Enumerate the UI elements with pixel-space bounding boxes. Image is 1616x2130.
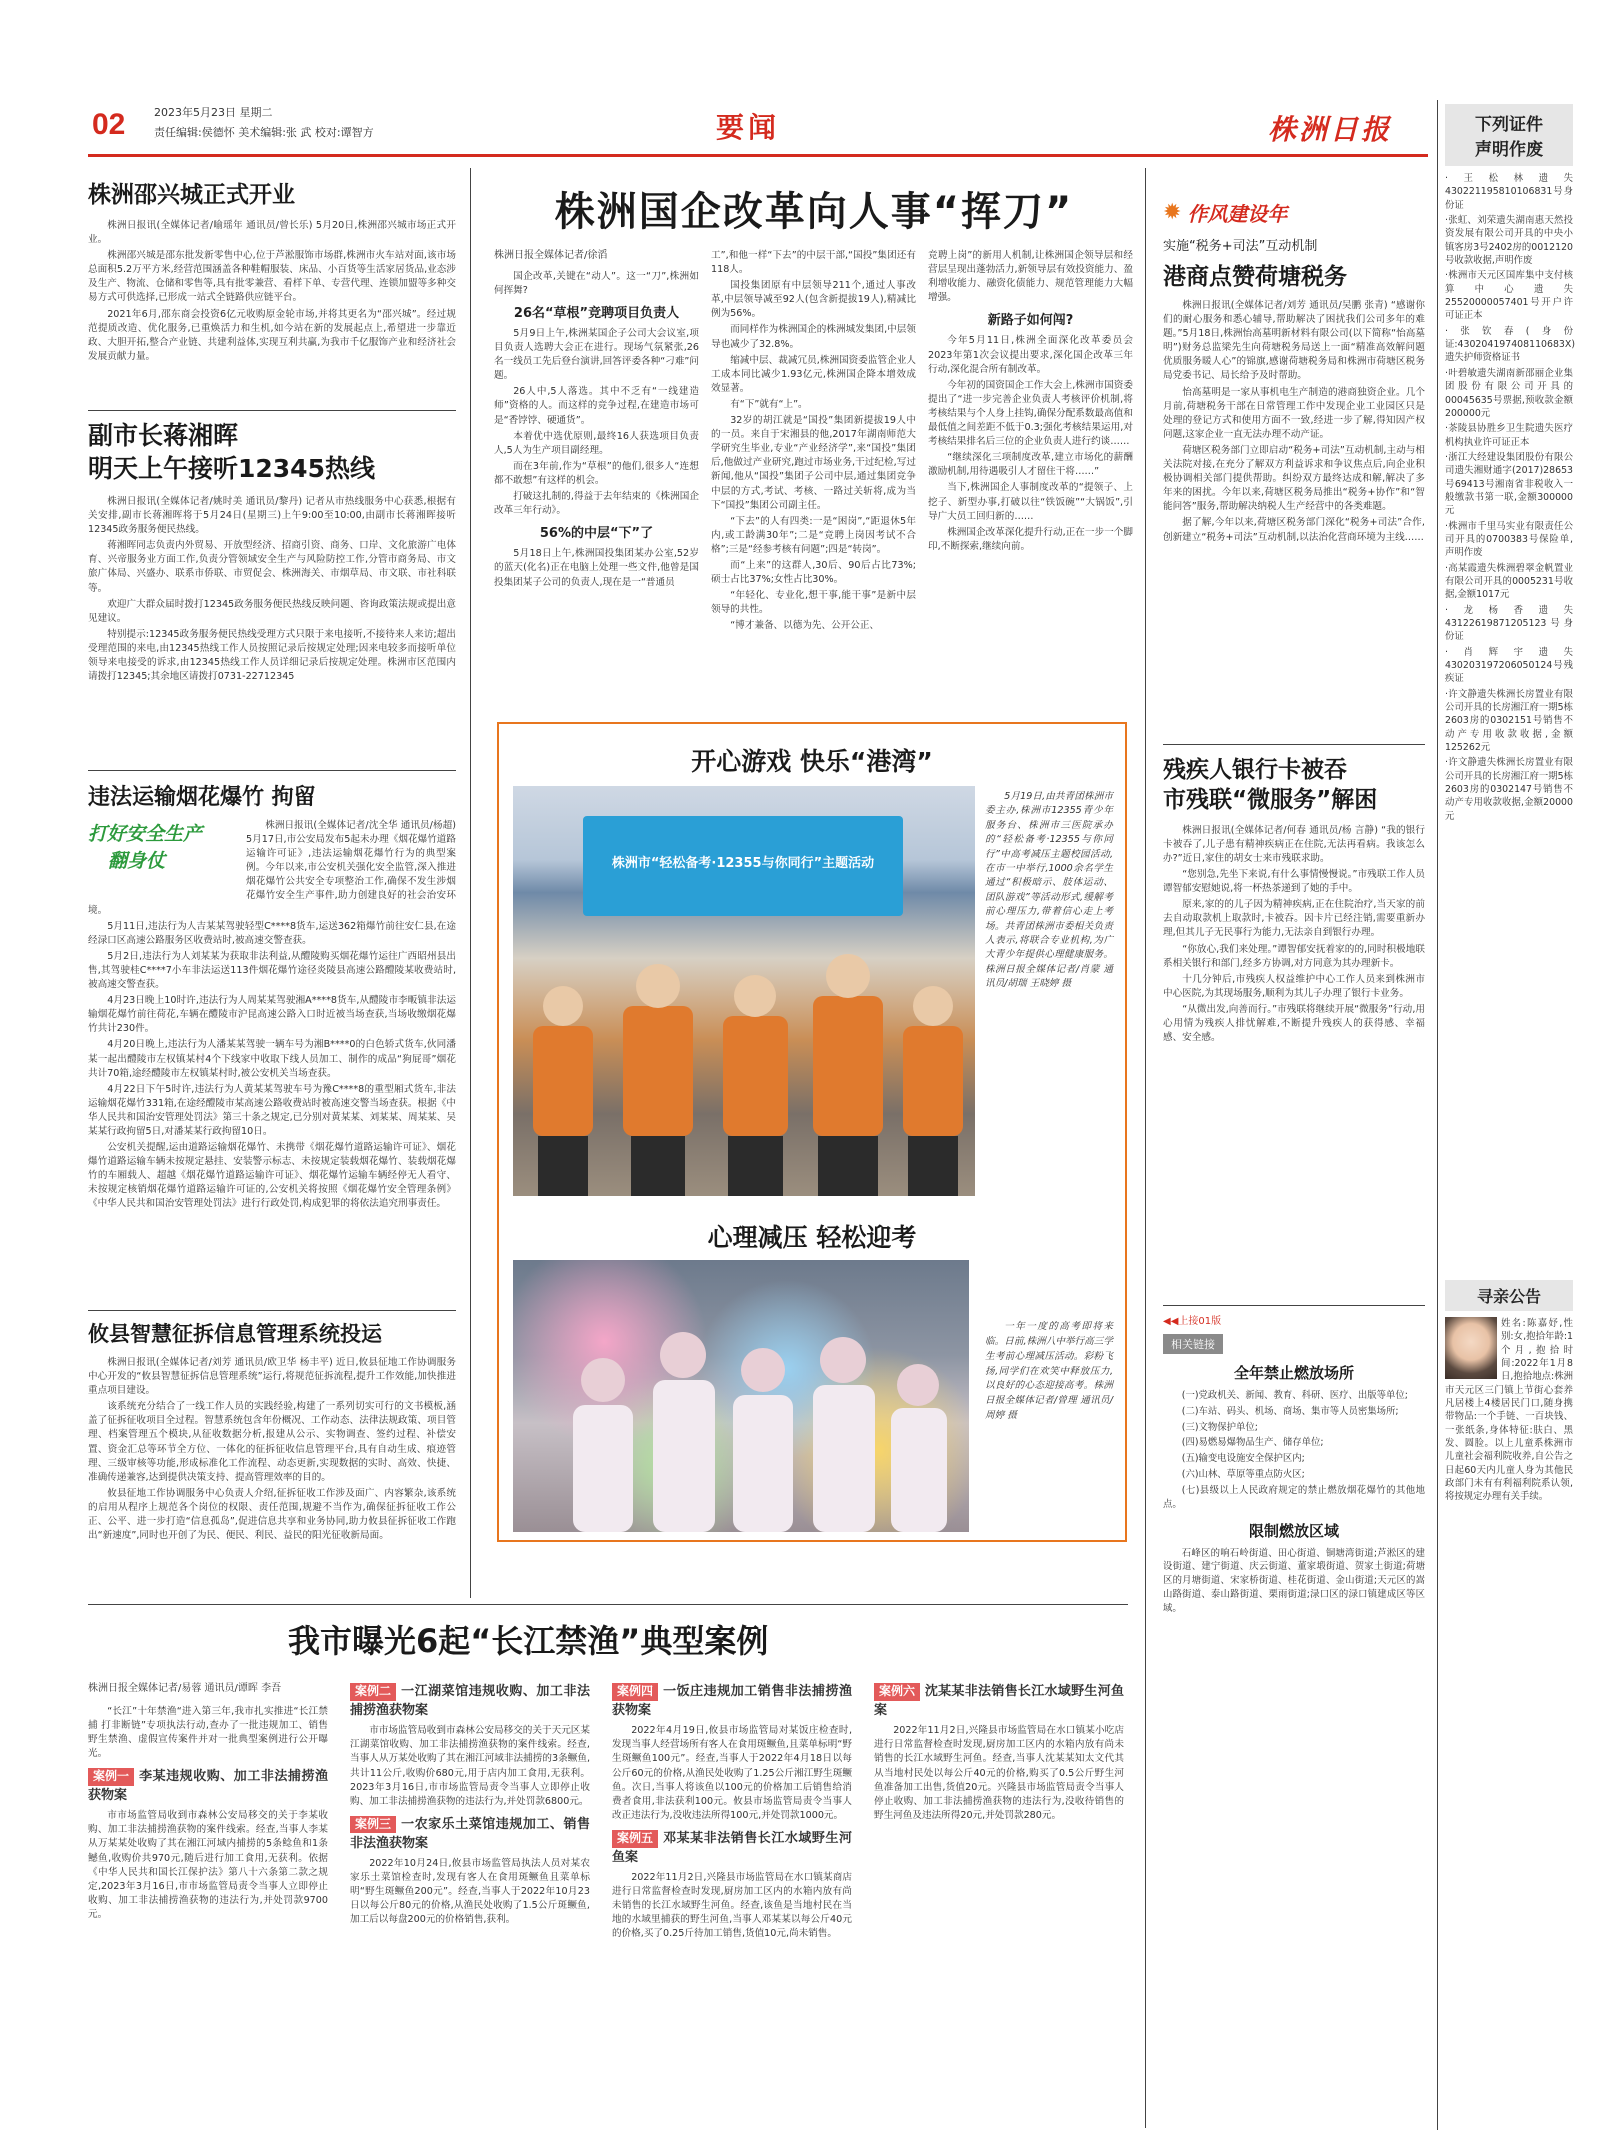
paragraph: 公安机关提醒,运由道路运输烟花爆竹、未携带《烟花爆竹道路运输许可证》、烟花爆竹道路运输车辆未按规定悬挂、安装警示标志、未按规定装载烟花爆竹、装载烟花爆竹的车厢载人、超越《烟花爆竹道路运输许可证》、烟花爆竹运输车辆经停无人看守、未按规定核销烟花爆竹道路运输许可证的,公安机关将按照《烟花爆竹安全管理条例》《中华人民共和国治安管理处罚法》进行行政处罚,构成犯罪的将依法追究刑事责任。 <box>88 1142 456 1210</box>
list-item: ·高某霞遗失株洲碧翠金帆置业有限公司开具的0005231号收据,金额1017元 <box>1445 562 1573 601</box>
list-item: ·许文静遗失株洲长房置业有限公司开具的长房湘江府一期5栋2603房的0302147号销售不动产专用收款收据,金额20000元 <box>1445 757 1573 822</box>
paragraph: 4月22日下午5时许,违法行为人黄某某驾驶车号为豫C****8的重型厢式货车,非法运输烟花爆竹331箱,在途经醴陵市某高速公路收费站时被高速交警当场查获。根据《中华人民共和国治安管理处罚法》第三十条之规定,已分别对黄某某、刘某某、周某某、吴某某行政拘留5日,对潘某某行政拘留10日。 <box>88 1083 456 1137</box>
headline: 我市曝光6起“长江禁渔”典型案例 <box>288 1622 769 1660</box>
paragraph: 株洲日报讯(全媒体记者/喻瑶年 通讯员/曾长乐) 5月20日,株洲邵兴城市场正式开业。 <box>88 220 456 246</box>
text-column <box>88 1682 328 1924</box>
paragraph: 26人中,5人落选。其中不乏有“一线建造师”资格的人。而这样的竞争过程,在建造市场可是“香饽饽、硬通货”。 <box>494 386 699 426</box>
paragraph: “年轻化、专业化,想干事,能干事”是新中层领导的共性。 <box>711 590 916 616</box>
students-silhouettes <box>513 936 975 1196</box>
paragraph: 32岁的胡江就是“国投”集团新提拔19人中的一员。来自于宋湘县的他,2017年湖南师范大学研究生毕业,专业“产业经济学”,来“国投”集团后,他做过产业研究,跑过市场业务,干过纪检,写过新闻,他从“国投”集团子公司中层,通过集团竞争中层的方式,考试、考核、一路过关斩将,成为当下“国投”集团公司副主任。 <box>711 415 916 511</box>
notice-header <box>1445 104 1573 166</box>
paragraph: 5月18日上午,株洲国投集团某办公室,52岁的蓝天(化名)正在电脑上处理一些文件,他曾是国投集团某子公司的负责人,现在是一“普通员 <box>494 548 699 588</box>
list-item: ·张虹、刘荣遗失湖南惠天然投资发展有限公司开具的中央小镇客房3号2402房的0012120号收款收据,声明作废 <box>1445 215 1573 267</box>
headline: 株洲邵兴城正式开业 <box>88 182 295 208</box>
paragraph: 株洲日报讯(全媒体记者/沈全华 通讯员/杨超) 5月17日,市公安局发布5起未办理《烟花爆竹道路运输许可证》,违法运输烟花爆竹行为的典型案例。今年以来,市公安机关强化安全监管,深入推进烟花爆竹公共安全专项整治工作,确保不发生涉烟花爆竹安全生产事件,助力创建良好的社会治安环境。 <box>88 820 456 916</box>
paragraph: “长江”十年禁渔“进入第三年,我市扎实推进“长江禁捕 打非断链”专项执法行动,查办了一批违规加工、销售野生禁渔、虚假宣传案件并对一批典型案例进行公开曝光。 <box>88 1705 328 1759</box>
photo-feature <box>497 722 1127 1542</box>
paragraph: 而在3年前,作为“草根”的他们,很多人“连想都不敢想”有这样的机会。 <box>494 460 699 486</box>
paragraph: 竞聘上岗”的新用人机制,让株洲国企领导层和经营层呈现出蓬勃活力,新领导层有效投资能力、盈利增收能力、融资化债能力、规范管理能力大幅增强。 <box>928 250 1133 304</box>
paragraph: 5月9日上午,株洲某国企子公司大会议室,项目负责人选聘大会正在进行。现场气氛紧张,26名一线员工先后登台演讲,回答评委各种“刁难”问题。 <box>494 327 699 382</box>
case-label: 案例二 <box>350 1683 396 1701</box>
campaign-banner <box>1163 198 1425 227</box>
byline: 株洲日报全媒体记者/徐滔 <box>494 250 608 261</box>
paragraph: 石峰区的响石岭街道、田心街道、铜塘湾街道;芦淞区的建设街道、建宁街道、庆云街道、董家塅街道、贺家土街道;荷塘区的月塘街道、宋家桥街道、桂花街道、金山街道;天元区的嵩山路街道、泰山路街道、栗雨街道;渌口区的渌口镇建成区等区域。 <box>1163 1547 1425 1614</box>
paragraph: 5月11日,违法行为人吉某某驾驶轻型C****8货车,运送362箱爆竹前往安仁县,在途经渌口区高速公路服务区收费站时,被高速交警查获。 <box>88 920 456 946</box>
masthead-rule <box>88 154 1428 157</box>
divider <box>88 770 456 771</box>
paragraph: “下去”的人有四类:一是“困岗”,“距退休5年内,或工龄满30年”;二是“竞聘上岗因考试不合格”;三是“经参考核有问题”;四是“转岗”。 <box>711 515 916 555</box>
case-title: 一农家乐土菜馆违规加工、销售非法渔获物案 <box>350 1816 590 1851</box>
article-body <box>88 1356 456 1543</box>
list-item: (七)县级以上人民政府规定的禁止燃放烟花爆竹的其他地点。 <box>1163 1484 1425 1510</box>
paragraph: 缩减中层、裁减冗员,株洲国资委监管企业人工成本同比减少1.93亿元,株洲国企降本增效成效显著。 <box>711 354 916 394</box>
article-soe-reform <box>494 180 1134 635</box>
notice-list <box>1445 172 1573 823</box>
paragraph: 株洲邵兴城是邵东批发新零售中心,位于芦淞服饰市场群,株洲市火车站对面,该市场总面积5.2万平方米,经营范围涵盖各种鞋帽服装、床品、小百货等生活家居货品,业态涉及生产、物流、仓储和零售等,具有批零兼营、看样下单、专营代理、连锁加盟等多种交易方式可供选择,已形成一站式全链路供应链平台。 <box>88 250 456 304</box>
case-title: 邓某某非法销售长江水域野生河鱼案 <box>612 1830 852 1865</box>
paragraph: 株洲日报讯(全媒体记者/何春 通讯员/杨 言静) “我的银行卡被吞了,儿子患有精神疾病正在住院,无法再看病。我该怎么办?”近日,家住的胡女士来市残联求助。 <box>1163 824 1425 864</box>
list-body <box>1163 1389 1425 1512</box>
paragraph: 株洲国企改革深化提升行动,正在一步一个脚印,不断探索,继续向前。 <box>928 526 1133 552</box>
case-label: 案例六 <box>874 1683 920 1701</box>
paragraph: “博才兼备、以德为先、公开公正、 <box>730 620 880 632</box>
column-rule <box>1437 100 1438 2130</box>
safety-logo <box>88 819 238 889</box>
star-icon: ✹ <box>1163 200 1182 225</box>
divider <box>88 1604 1128 1605</box>
text-column <box>928 249 1133 635</box>
paragraph: “你放心,我们来处理。”谭智郁安抚着家的的,同时积极地联系相关银行和部门,经多方协调,对方同意为其办理新卡。 <box>1163 943 1425 969</box>
byline: 株洲日报全媒体记者/易蓉 通讯员/谭晖 李吾 <box>88 1683 282 1694</box>
related-link-label: 相关链接 <box>1163 1334 1223 1354</box>
paragraph: 本着优中选优原则,最终16人获选项目负责人,5人为生产项目副经理。 <box>494 430 699 456</box>
headline: 株洲国企改革向人事“挥刀” <box>554 189 1074 235</box>
text-column <box>494 249 699 635</box>
subtitle: 实施“税务+司法”互动机制 <box>1163 239 1318 254</box>
divider <box>88 1310 456 1311</box>
article-hotline <box>88 420 456 686</box>
students-silhouettes <box>513 1260 969 1532</box>
paragraph: 国投集团原有中层领导211个,通过人事改革,中层领导减至92人(包含新提拔19人),精减比例为56%。 <box>711 280 916 320</box>
article-fishing-ban <box>88 1616 1128 2056</box>
paragraph: 今年5月11日,株洲全面深化改革委员会2023年第1次会议提出要求,深化国企改革三年行动,深化混合所有制改革。 <box>928 335 1133 375</box>
list-item: (六)山林、草原等重点防火区; <box>1181 1469 1305 1481</box>
paragraph: 蒋湘晖同志负责内外贸易、开放型经济、招商引资、商务、口岸、文化旅游广电体育、兴帝服务业方面工作,负责分管领域安全生产与风险防控工作,分管市商务局、市文旅广体局、兴盛办、联系市侨联、市贸促会、株洲海关、市烟草局、市文联、市社科联等。 <box>88 540 456 594</box>
paragraph: 4月23日晚上10时许,违法行为人周某某驾驶湘A****8货车,从醴陵市李畈镇非法运输烟花爆竹前往荷花,车辆在醴陵市沪昆高速公路入口时近被当场查获,当场收缴烟花爆竹共计230件。 <box>88 995 456 1035</box>
article-body <box>88 219 456 364</box>
date-line: 2023年5月23日 星期二 <box>154 106 273 119</box>
paragraph: “继续深化三项制度改革,建立市场化的薪酬激励机制,用待遇吸引人才留住干将……” <box>928 452 1133 478</box>
paragraph: 特别提示:12345政务服务便民热线受理方式只限于来电接听,不接待来人来访;超出受理范围的来电,由12345热线工作人员按照记录后按规定处理;因来电较多而接听单位领导来电接受的诉求,由12345热线工作人员详细记录后按规定处理。株洲市区范围内请拨打12345;其余地区请拨打0731-22712345 <box>88 628 456 683</box>
article-body <box>1163 299 1425 545</box>
paragraph: 有“下”就有“上”。 <box>730 398 808 410</box>
photo-caption-2: 一年一度的高考即将来临。日前,株洲八中举行高三学生考前心理减压活动。彩粉飞扬,同学们在欢笑中释放压力,以良好的心态迎接高考。株洲日报全媒体记者/曾理 通讯员/周婷 摄 <box>985 1321 1113 1422</box>
logo-text: 打好安全生产 <box>88 823 203 845</box>
notice-sidebar <box>1445 104 1573 825</box>
divider <box>1163 1305 1425 1306</box>
list-item: (四)易燃易爆物品生产、储存单位; <box>1181 1437 1324 1449</box>
baby-photo <box>1445 1317 1497 1379</box>
headline: 违法运输烟花爆竹 拘留 <box>88 785 316 810</box>
paragraph: 2021年6月,邵东商会投资6亿元收购原金轮市场,并将其更名为“邵兴城”。经过规范提质改造、优化服务,已重焕活力和生机,如今站在新的发展起点上,希望进一步靠近政、大胆开拓,整合产业链、共建利益体,实现互利共赢,为我市千亿服饰产业和经济社会发展贡献力量。 <box>88 308 456 362</box>
page-number: 02 <box>92 108 126 141</box>
photo-color-powder <box>513 1260 969 1532</box>
related-fireworks <box>1163 1312 1425 1618</box>
text-column <box>874 1682 1124 1825</box>
missing-person-notice <box>1445 1280 1573 1504</box>
paragraph: 十几分钟后,市残疾人权益维护中心工作人员来到株洲市中心医院,为其现场服务,顺利为其儿子办理了银行卡业务。 <box>1163 973 1425 999</box>
paragraph: 怡高墓明是一家从事机电生产制造的港商独资企业。几个月前,荷塘税务干部在日常管理工作中发现企业工业园区只是处理的登记方式和使用方面不一致,经进一步了解,得知因产权问题,这家企业一直无法办理不动产证。 <box>1163 386 1425 440</box>
case-label: 案例三 <box>350 1816 396 1834</box>
paragraph: 打破这扎制的,得益于去年结束的《株洲国企改革三年行动》。 <box>494 491 699 517</box>
paragraph: 据了解,今年以来,荷塘区税务部门深化“税务+司法”合作,创新建立“税务+司法”互动机制,以法治化营商环境为主线…… <box>1163 517 1425 543</box>
subheading: 56%的中层“下”了 <box>539 526 654 542</box>
text-column <box>711 249 916 635</box>
notice-title: 下列证件 <box>1475 115 1543 135</box>
list-item: (二)车站、码头、机场、商场、集市等人员密集场所; <box>1181 1405 1399 1417</box>
paragraph: 株洲日报讯(全媒体记者/刘芳 通讯员/欧卫华 杨丰平) 近日,攸县征地工作协调服务中心开发的“攸县智慧征拆信息管理系统”运行,将规范征拆流程,提升工作效能,加快推进重点项目建设。 <box>88 1357 456 1397</box>
article-shaoxingcheng <box>88 176 456 366</box>
paragraph: 2022年4月19日,攸县市场监管局对某饭庄检查时,发现当事人经营场所有客人在食用斑鳜鱼,且菜单标明“野生斑鳜鱼100元”。经查,当事人于2022年4月18日以每公斤60元的价格,从渔民处收购了1.25公斤湘江野生斑鳜鱼。次日,当事人将该鱼以100元的价格加工后销售给消费者食用,非法获利100元。攸县市场监管局责令当事人改正违法行为,没收违法所得100元,并处罚款1000元。 <box>612 1725 852 1821</box>
case-title: 一饭庄违规加工销售非法捕捞渔获物案 <box>612 1684 852 1719</box>
paragraph: 而“上来”的这群人,30后、90后占比73%;硕士占比37%;女性占比30%。 <box>711 559 916 586</box>
article-fireworks <box>88 780 456 1214</box>
list-item: ·茶陵县协胜乡卫生院遗失医疗机构执业许可证正本 <box>1445 423 1573 448</box>
article-youxian <box>88 1318 456 1545</box>
banner-text: 作风建设年 <box>1187 202 1288 226</box>
list-item: ·张钦春(身份证:430204197408110683X)遗失护师资格证书 <box>1445 325 1575 364</box>
headline: 攸县智慧征拆信息管理系统投运 <box>88 1322 382 1346</box>
paragraph: 株洲日报讯(全媒体记者/姚时美 通讯员/黎丹) 记者从市热线服务中心获悉,根据有关安排,副市长蒋湘晖将于5月24日(星期三)上午9:00至10:00,由副市长蒋湘晖接听12345政务服务便民热线。 <box>88 496 456 536</box>
divider <box>1163 744 1425 745</box>
paragraph: 工”,和他一样“下去”的中层干部,“国投”集团还有118人。 <box>711 250 916 276</box>
article-disabled-card <box>1163 756 1425 1047</box>
paragraph: 攸县征地工作协调服务中心负责人介绍,征拆征收工作涉及面广、内容繁杂,该系统的启用从程序上规范各个岗位的权限、责任范围,规避不当作为,确保征拆征收工作公正、公平、进一步打造“信息孤岛”,促进信息共享和业务协同,助力攸县征拆征收工作跑出“新速度”,同时也开创了为民、便民、利民、益民的阳光征收新局面。 <box>88 1487 456 1542</box>
paragraph: 5月2日,违法行为人刘某某为获取非法利益,从醴陵购买烟花爆竹运往广西昭州县出售,其驾驶桂C****7小车非法运送113件烟花爆竹途径炎陵县高速公路醴陵某收费站时,被高速交警查获。 <box>88 950 456 991</box>
paragraph: 而同样作为株洲国企的株洲城发集团,中层领导也减少了32.8%。 <box>711 324 916 350</box>
case-label: 案例四 <box>612 1683 658 1701</box>
subheading: 26名“草根”竞聘项目负责人 <box>513 305 680 321</box>
logo-text: 翻身仗 <box>108 850 166 872</box>
list-item: (一)党政机关、新闻、教育、科研、医疗、出版等单位; <box>1181 1390 1408 1401</box>
photo-caption-1: 5月19日,由共青团株洲市委主办,株洲市12355青少年服务台、株洲市三医院承办的“轻松备考·12355与你同行”中高考减压主题校园活动,在市一中举行,1000余名学生通过“积极暗示、肢体运动、团队游戏”等活动形式,缓解考前心理压力,带着信心走上考场。共青团株洲市委相关负责人表示,将联合专业机构,为广大青少年提供心理健康服务。株洲日报全媒体记者/肖蒙 通讯员/胡瑞 王晓婷 摄 <box>985 791 1113 990</box>
case-label: 案例一 <box>88 1768 134 1786</box>
list-item: ·株洲市天元区国库集中支付核算中心遗失25520000057401号开户许可证正本 <box>1445 270 1573 322</box>
banner-text: 株洲市“轻松备考·12355与你同行”主题活动 <box>611 856 875 871</box>
list-item: ·王松林遗失430221195810106831号身份证 <box>1445 173 1573 211</box>
paragraph: 今年初的国资国企工作大会上,株洲市国资委提出了“进一步完善企业负责人考核评价机制,将考核结果与个人身上挂钩,确保分配系数最高值和最低值之间差距不低于0.3;强化考核结果运用,对考核结果排名后三位的企业负责人进行约谈…… <box>928 379 1133 448</box>
list-body <box>1163 1547 1425 1616</box>
notice-text: 姓名:陈嘉妤,性别:女,抱拾年龄:1个月,抱拾时间:2022年1月8日,抱拾地点:株洲市天元区三门镇上节街心套养凡居楼上4楼居民门口,随身携带物品:一个手链、一百块钱、一张纸条,身体特征:肤白、黑发、圆脸。以上儿童系株洲市儿童社会福利院收养,自公告之日起60天内儿童人身为其他民政部门未有有利福利院系认领,将按规定办理有关手续。 <box>1445 1318 1573 1503</box>
headline-line1: 残疾人银行卡被吞 <box>1163 757 1347 783</box>
editors-line: 责任编辑:侯德怀 美术编辑:张 武 校对:谭智方 <box>154 126 374 139</box>
paragraph: “从微出发,向善而行。”市残联将继续开展“微服务”行动,用心用情为残疾人排忧解难,不断提升残疾人的获得感、幸福感、安全感。 <box>1163 1003 1425 1044</box>
list-item: ·叶碧敏遗失湖南新邵丽企业集团股份有限公司开具的00045635号票据,预收款金额200000元 <box>1445 367 1573 419</box>
photo-title-1: 开心游戏 快乐“港湾” <box>691 747 933 776</box>
notice-title: 声明作废 <box>1475 140 1543 160</box>
list-item: ·肖辉宇遗失430203197206050124号残疾证 <box>1445 646 1573 685</box>
article-body <box>1163 824 1425 1045</box>
event-banner <box>583 816 903 916</box>
headline-line1: 副市长蒋湘晖 <box>88 421 239 450</box>
list-item: ·株洲市千里马实业有限责任公司开具的0700383号保险单,声明作废 <box>1445 520 1573 559</box>
case-label: 案例五 <box>612 1830 658 1848</box>
paragraph: “您别急,先坐下来说,有什么事情慢慢说。”市残联工作人员谭智郁安慰她说,将一杯热茶递到了她的手中。 <box>1163 869 1425 895</box>
column-rule <box>1145 168 1146 2128</box>
headline: 港商点赞荷塘税务 <box>1163 264 1347 290</box>
list-item: ·龙杨香遗失43122619871205123号身份证 <box>1445 604 1573 643</box>
list-item: ·许文静遗失株洲长房置业有限公司开具的长房湘江府一期5栋2603房的0302151号销售不动产专用收款收据,金额125262元 <box>1445 688 1573 754</box>
subheading: 新路子如何闯? <box>987 313 1074 329</box>
paragraph: 市市场监管局收到市森林公安局移交的关于李某收购、加工非法捕捞渔获物的案件线索。经查,当事人李某从万某某处收购了其在湘江河域内捕捞的5条鲶鱼和1条鳡鱼,收购价共970元,随后进行加工食用,无获利。依据《中华人民共和国长江保护法》第八十六条第二款之规定,2023年3月16日,市市场监管局责令当事人立即停止收购、加工非法捕捞渔获物的违法行为,并处罚款9700元。 <box>88 1810 328 1920</box>
paragraph: 2022年11月2日,兴隆县市场监管局在水口镇某小吃店进行日常监督检查时发现,厨房加工区内的水箱内放有尚未销售的长江水域野生河鱼。经查,当事人沈某某知太文代其从当地村民处以每公斤40元的价格,购买了0.5公斤野生河鱼准备加工出售,货值20元。兴隆县市场监管局责令当事人停止收购、加工非法捕捞渔获物的违法行为,没收待销售的野生河鱼及违法所得20元,并处罚款280元。 <box>874 1725 1124 1821</box>
list-item: (五)输变电设施安全保护区内; <box>1181 1453 1305 1465</box>
photo-title-2: 心理减压 轻松迎考 <box>707 1223 917 1252</box>
subheading: 限制燃放区域 <box>1248 1521 1339 1540</box>
photo-students-game <box>513 786 975 1196</box>
paragraph: 市市场监管局收到市森林公安局移交的关于天元区某江湖菜馆收购、加工非法捕捞渔获物的案件线索。经查,当事人从万某处收购了其在湘江河域非法捕捞的3条鳜鱼,共计11公斤,收购价680元,用于店内加工食用,无获利。2023年3月16日,市市场监管局责令当事人立即停止收购、加工非法捕捞渔获物的违法行为,并处罚款6800元。 <box>350 1725 590 1807</box>
paragraph: 国企改革,关键在“动人”。这一“刀”,株洲如何挥舞? <box>494 270 699 296</box>
paragraph: 该系统充分结合了一线工作人员的实践经验,构建了一系列切实可行的文书模板,涵盖了征拆征收项目全过程。智慧系统包含年份概况、工作动态、法律法规政策、项目管理、档案管理五个模块,从征收数据分析,报建从公示、实物调查、签约过程、补偿安置、资金汇总等环节全方位、一体化的征拆征收信息管理平台,具有自动生成、痕迹管理、三级审核等功能,形成标准化工作流程、动态更新,实现数据的实时、高效、快捷、准确传递兼容,达到提供决策支持、提高管理效率的目的。 <box>88 1401 456 1483</box>
paragraph: 4月20日晚上,违法行为人潘某某驾驶一辆车号为湘B****0的白色轿式货车,伙同潘某一起出醴陵市左权镇某村4个下线家中收取下线人员加工、制作的成品“狗屁哥”烟花共计70箱,途经醴陵市左权镇某村时,被公安机关当场查获。 <box>88 1039 456 1079</box>
notice-title: 寻亲公告 <box>1445 1280 1573 1311</box>
section-title: 要闻 <box>716 111 781 144</box>
paragraph: 原来,家的的儿子因为精神疾病,正在住院治疗,当天家的前去自动取款机上取款时,卡被吞。因卡片已经注销,需要重新办理,但其儿子无民事行为能力,无法亲自到银行办理。 <box>1163 899 1425 939</box>
continued-note: ◀◀上接01版 <box>1163 1316 1222 1327</box>
paragraph: 荷塘区税务部门立即启动“税务+司法”互动机制,主动与相关法院对接,在充分了解双方利益诉求和争议焦点后,向企业积极协调相关部门提供帮助。纠纷双方最终达成和解,解决了多年来的困扰。今年以来,荷塘区税务局推出“税务+协作”和“智能问答”服务,帮助解决纳税人生产经营中的各类难题。 <box>1163 444 1425 513</box>
text-column <box>350 1682 590 1929</box>
headline-line2: 明天上午接听12345热线 <box>88 453 375 483</box>
column-rule <box>470 168 471 1598</box>
article-body <box>88 495 456 684</box>
case-title: 沈某某非法销售长江水域野生河鱼案 <box>874 1684 1124 1719</box>
text-column <box>612 1682 852 1944</box>
paper-logo: 株洲日报 <box>1268 113 1393 146</box>
article-tax <box>1163 198 1425 547</box>
paragraph: 株洲日报讯(全媒体记者/刘芳 通讯员/吴鹏 张青) “感谢你们的耐心服务和悉心辅导,帮助解决了困扰我们公司多年的难题。”5月18日,株洲怡高墓明新材料有限公司(以下简称“怡高墓明”)财务总监梁先生向荷塘税务局送上一面“精准高效解问题 优质服务暖人心”的锦旗,感谢荷塘税务局和株洲市荷塘区税务局党委书记、局长给予及时帮助。 <box>1163 300 1425 382</box>
headline-line2: 市残联“微服务”解困 <box>1163 786 1378 813</box>
divider <box>88 410 456 411</box>
list-item: (三)文物保护单位; <box>1181 1421 1258 1433</box>
list-item: ·浙江大经建设集团股份有限公司遗失湘财通字(2017)28653号69413号湘南省非税收入一般缴款书第一联,金额300000元 <box>1445 451 1573 517</box>
case-title: 李某违规收购、加工非法捕捞渔获物案 <box>88 1769 328 1804</box>
paragraph: 当下,株洲国企人事制度改革的“提领子、上挖子、新型办事,打破以往“铁饭碗”“大锅饭”,引导广大员工回归新的…… <box>928 482 1133 522</box>
subheading: 全年禁止燃放场所 <box>1233 1364 1354 1382</box>
paragraph: 2022年11月2日,兴隆县市场监管局在水口镇某商店进行日常监督检查时发现,厨房加工区内的水箱内放有尚未销售的长江水域野生河鱼。经查,该鱼是当地村民在当地的水域里捕获的野生河鱼,当事人邓某某以每公斤40元的价格,买了0.25斤待加工销售,货值10元,尚未销售。 <box>612 1872 852 1940</box>
case-title: 一江湖菜馆违规收购、加工非法捕捞渔获物案 <box>350 1684 590 1719</box>
paragraph: 2022年10月24日,攸县市场监管局执法人员对某农家乐土菜馆检查时,发现有客人在食用斑鳜鱼且菜单标明“野生斑鳜鱼200元”。经查,当事人于2022年10月23日以每公斤80元的价格,从渔民处收购了1.5公斤斑鳜鱼,加工后以每盘200元的价格销售,获利。 <box>350 1858 590 1926</box>
paragraph: 欢迎广大群众届时拨打12345政务服务便民热线反映问题、咨询政策法规或提出意见建议。 <box>88 598 456 624</box>
masthead <box>88 96 1428 158</box>
